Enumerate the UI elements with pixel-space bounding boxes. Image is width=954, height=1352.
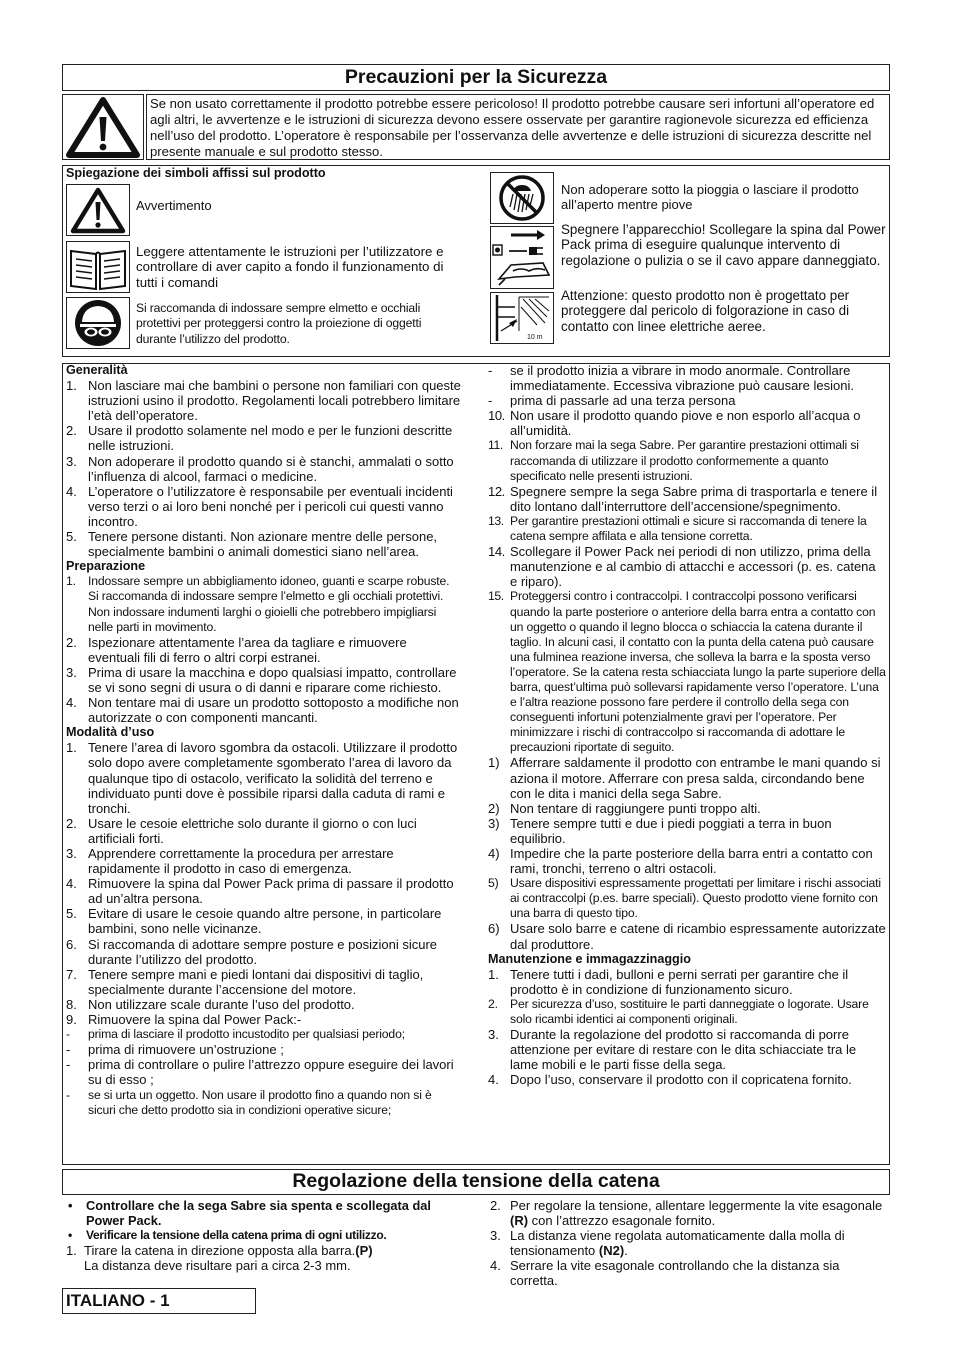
list-item-number: 3.	[488, 1027, 499, 1043]
list-item-text: Impedire che la parte posteriore della barra entri a contatto con rami, tronchi, terreno o altri ostacoli.	[510, 846, 873, 877]
symbols-heading: Spiegazione dei simboli affissi sul prodotto	[66, 166, 326, 180]
list-item-text: Tenere sempre tutti e due i piedi poggiati a terra in buon equilibrio.	[510, 815, 832, 846]
symbol-helmet-goggles	[66, 297, 130, 349]
list-item-text: Usare dispositivi espressamente progettati per limitare i rischi associati ai contraccolpi (p.es. barre speciali). Questo prodotto viene fornito con una barra di questo tipo.	[510, 876, 881, 921]
symbol-power-lines	[490, 292, 554, 344]
section-heading: Modalità d’uso	[66, 725, 155, 740]
list-item-text: Tenere l’area di lavoro sgombra da ostacoli. Utilizzare il prodotto solo dopo avere completamente sgomberato l’area di lavoro da qualunque tipo di ostacolo, verificato la solidità del terreno e individuato punti dove è possibile riparsi dalla caduta di rami e tronchi.	[88, 740, 458, 816]
list-item-number: 2.	[66, 423, 77, 439]
unplug-power-pack-icon	[491, 227, 553, 288]
list-item	[66, 695, 462, 725]
list-item-text: Usare solo barre e catene di ricambio espressamente autorizzate dal produttore.	[510, 921, 886, 952]
section-heading: Preparazione	[66, 559, 146, 574]
page-title: Precauzioni per la Sicurezza	[344, 66, 608, 88]
list-item-number: 1)	[488, 755, 500, 771]
list-item-text: se il prodotto inizia a vibrare in modo anormale. Controllare immediatamente. Eccessiva vibrazione può causare lesioni.	[510, 363, 854, 394]
list-item-text: Non forzare mai la sega Sabre. Per garantire prestazioni ottimali si raccomanda di utilizzare il prodotto conformemente a quanto specificato nelle presenti istruzioni.	[510, 438, 859, 483]
list-item	[488, 484, 886, 514]
list-item-text: Rimuovere la spina dal Power Pack prima di passare il prodotto ad un’altra persona.	[88, 876, 454, 907]
tension-bullet-1: • Controllare che la sega Sabre sia spenta e scollegata dal Power Pack.	[68, 1198, 431, 1229]
list-item-text: Per garantire prestazioni ottimali e sicure si raccomanda di tenere la catena sempre affilata e alla tensione corretta.	[510, 513, 867, 544]
page-language-label: ITALIANO - 1	[66, 1291, 170, 1310]
list-item	[488, 393, 886, 408]
list-item	[488, 1027, 886, 1072]
list-item-number: 12.	[488, 483, 505, 499]
list-item-number: 4.	[66, 695, 77, 711]
list-item-number: -	[66, 1057, 71, 1073]
list-item-number: 1.	[488, 966, 499, 982]
page-language-label-box	[62, 1288, 256, 1314]
symbol-warning	[66, 184, 130, 236]
tension-title: Regolazione della tensione della catena	[292, 1170, 660, 1192]
list-item-number: -	[488, 393, 493, 409]
symbol-warning-text: Avvertimento	[136, 198, 212, 213]
list-item-text: Non utilizzare scale durante l’uso del prodotto.	[88, 996, 355, 1012]
list-item-number: 13.	[488, 513, 504, 528]
list-item	[488, 846, 886, 876]
symbol-read-manual-text: Leggere attentamente le istruzioni per l’utilizzatore e controllare di aver capito a fondo il funzionamento di tutti i comandi	[136, 244, 444, 290]
list-item	[66, 906, 462, 936]
list-item	[66, 665, 462, 695]
list-item	[488, 921, 886, 951]
read-manual-book-icon	[67, 242, 129, 292]
list-item-text: Non adoperare il prodotto quando si è stanchi, ammalati o sotto l’influenza di alcool, farmaci o medicine.	[88, 453, 454, 484]
list-item-text: Ispezionare attentamente l’area da tagliare e rimuovere eventuali fili di ferro o altri corpi estranei.	[88, 634, 407, 665]
list-item-text: Prima di usare la macchina e dopo qualsiasi impatto, controllare se vi sono segni di usura o di danni e riparare come richiesto.	[88, 664, 457, 695]
list-item	[66, 1027, 462, 1042]
list-item-number: 2)	[488, 800, 500, 816]
warning-triangle-icon	[67, 185, 129, 235]
symbol-read-manual	[66, 241, 130, 293]
list-item-number: 3.	[66, 453, 77, 469]
rules-column-right	[488, 363, 886, 1088]
list-item	[488, 363, 886, 393]
bullet-icon: •	[68, 1198, 73, 1213]
section-heading: Manutenzione e immagazzinaggio	[488, 951, 691, 966]
tension-title-box	[62, 1169, 890, 1195]
list-item	[488, 755, 886, 800]
warning-text: Se non usato correttamente il prodotto potrebbe essere pericoloso! Il prodotto potrebbe causare seri infortuni all’operatore ed agli altri, le avvertenze e le istruzioni di sicurezza devono essere osservate per garantire ragionevole sicurezza ed efficienza nell’uso del prodotto. L’operatore è responsabile per l’osservanza delle avvertenze e delle istruzioni di sicurezza descritte nel presente manuale e sul prodotto stesso.	[150, 96, 875, 159]
list-item	[66, 997, 462, 1012]
list-item-text: Tenere persone distanti. Non azionare mentre delle persone, specialmente bambini o animali domestici siano nell’area.	[88, 529, 438, 560]
warning-icon-box	[62, 94, 144, 160]
list-item-number: 6.	[66, 936, 77, 952]
list-item	[66, 1057, 462, 1087]
list-item-text: Afferrare saldamente il prodotto con entrambe le mani quando si aziona il motore. Afferrare con presa salda, circondando bene con le dita i manici della sega Sabre.	[510, 755, 881, 801]
list-item	[66, 1088, 462, 1118]
list-item-text: Per sicurezza d’uso, sostituire le parti danneggiate o logorate. Usare solo ricambi identici ai componenti originali.	[510, 996, 869, 1027]
list-item-text: Scollegare il Power Pack nei periodi di non utilizzo, prima della manutenzione e al cambio di attacchi e accessori (p. es. catena e riparo).	[510, 544, 876, 590]
list-item-number: 5.	[66, 906, 77, 922]
list-item	[488, 997, 886, 1027]
warning-text-box	[146, 94, 890, 160]
list-item	[66, 816, 462, 846]
list-item-number: 9.	[66, 1012, 77, 1028]
list-item-text: Non tentare di raggiungere punti troppo alti.	[510, 800, 761, 816]
list-item-number: -	[66, 1087, 70, 1102]
list-item-text: Tenere sempre mani e piedi lontani dai dispositivi di taglio, specialmente durante l’accensione del motore.	[88, 966, 424, 997]
tension-step-4: 4. Serrare la vite esagonale controllando che la distanza sia corretta.	[490, 1258, 840, 1289]
list-item-text: L’operatore o l’utilizzatore è responsabile per eventuali incidenti verso terzi o ai loro beni nonché per i pericoli cui questi vanno incontro.	[88, 483, 453, 529]
list-item-text: Durante la regolazione del prodotto si raccomanda di porre attenzione per evitare di restare con le dita schiacciate tra le lame mobili e le parti fisse della sega.	[510, 1027, 857, 1073]
list-item-text: Non tentare mai di usare un prodotto sottoposto a modifiche non autorizzate o con componenti mancanti.	[88, 695, 459, 726]
list-item-number: 5.	[66, 529, 77, 545]
list-item	[66, 937, 462, 967]
tension-bullet-2: • Verificare la tensione della catena prima di ogni utilizzo.	[68, 1228, 387, 1243]
list-item-number: 4.	[488, 1072, 499, 1088]
list-item-number: -	[66, 1027, 70, 1042]
list-item-text: Non usare il prodotto quando piove e non esporlo all’acqua o all’umidità.	[510, 408, 861, 439]
list-item	[488, 967, 886, 997]
power-lines-distance-label: 10 m	[527, 334, 543, 341]
symbol-unplug-text: Spegnere l’apparecchio! Scollegare la spina dal Power Pack prima di eseguire qualunque intervento di regolazione o pulizia o se il cavo appare danneggiato.	[561, 222, 886, 268]
warning-triangle-icon	[63, 95, 143, 159]
list-item	[488, 544, 886, 589]
helmet-goggles-icon	[67, 298, 129, 348]
list-item-text: Dopo l’uso, conservare il prodotto con il copricatena fornito.	[510, 1072, 852, 1088]
list-item	[66, 423, 462, 453]
list-item	[488, 514, 886, 544]
list-item-text: Usare il prodotto solamente nel modo e per le funzioni descritte nelle istruzioni.	[88, 423, 453, 454]
list-item-number: 11.	[488, 438, 503, 453]
list-item-number: 4.	[66, 876, 77, 892]
list-item	[66, 574, 462, 634]
list-item-number: 10.	[488, 408, 505, 424]
list-item-text: Evitare di usare le cesoie quando altre persone, in particolare bambini, sono nelle vicinanze.	[88, 906, 442, 937]
list-item	[66, 1012, 462, 1027]
list-item-text: Si raccomanda di adottare sempre posture e posizioni sicure durante l’utilizzo del prodotto.	[88, 936, 438, 967]
symbol-helmet-text: Si raccomanda di indossare sempre elmetto e occhiali protettivi per proteggersi contro la proiezione di oggetti durante l’utilizzo del prodotto.	[136, 301, 422, 346]
list-item	[488, 589, 886, 755]
list-item-text: Apprendere correttamente la procedura per arrestare rapidamente il prodotto in caso di emergenza.	[88, 846, 394, 877]
list-item-number: 4)	[488, 846, 500, 861]
list-item-number: 14.	[488, 544, 505, 560]
list-item	[488, 438, 886, 483]
list-item-text: prima di lasciare il prodotto incustodito per qualsiasi periodo;	[88, 1027, 405, 1042]
list-item-text: se si urta un oggetto. Non usare il prodotto fino a quando non si è sicuri che detto prodotto sia in condizioni operative sicure;	[88, 1087, 432, 1117]
list-item-number: 2.	[488, 996, 498, 1011]
list-item-number: 2.	[66, 815, 77, 831]
tension-column-right	[490, 1198, 886, 1289]
list-item-text: Non lasciare mai che bambini o persone non familiari con queste istruzioni usino il prodotto. Regolamenti locali potrebbero limitare l’età dell’operatore.	[88, 378, 461, 424]
list-item	[66, 378, 462, 423]
list-item-number: 3.	[66, 664, 77, 680]
list-item	[488, 801, 886, 816]
symbol-no-rain-text: Non adoperare sotto la pioggia o lasciare il prodotto all’aperto mentre piove	[561, 182, 859, 213]
tension-step-1: 1. Tirare la catena in direzione opposta alla barra.(P) La distanza deve risultare pari a circa 2-3 mm.	[66, 1243, 373, 1274]
list-item	[66, 484, 462, 529]
list-item-number: 15.	[488, 589, 504, 604]
power-lines-10m-icon	[491, 293, 553, 343]
list-item	[66, 740, 462, 815]
list-item	[66, 876, 462, 906]
page-title-box	[62, 64, 890, 91]
list-item-number: 3.	[66, 846, 77, 861]
list-item-text: Rimuovere la spina dal Power Pack:-	[88, 1012, 302, 1028]
list-item-number: 5)	[488, 876, 499, 891]
rules-column-left	[66, 363, 462, 1118]
list-item-text: prima di rimuovere un’ostruzione ;	[88, 1042, 284, 1058]
tension-step-2: 2. Per regolare la tensione, allentare leggermente la vite esagonale (R) con l’attrezzo esagonale fornito.	[490, 1198, 883, 1229]
list-item-number: 7.	[66, 966, 77, 982]
list-item-number: 8.	[66, 996, 77, 1012]
list-item-number: 3)	[488, 815, 500, 831]
no-rain-icon	[491, 173, 553, 223]
tension-step-3: 3. La distanza viene regolata automaticamente dalla molla di tensionamento (N2).	[490, 1228, 845, 1259]
list-item	[66, 1042, 462, 1057]
list-item-text: prima di controllare o pulire l’attrezzo oppure eseguire dei lavori su di esso ;	[88, 1057, 454, 1088]
list-item-text: Spegnere sempre la sega Sabre prima di trasportarla e tenere il dito lontano dall’interruttore dell’accensione/spegnimento.	[510, 483, 878, 514]
list-item	[488, 408, 886, 438]
list-item-number: 4.	[66, 483, 77, 499]
list-item-number: -	[488, 363, 493, 378]
list-item-number: -	[66, 1042, 71, 1058]
tension-column-left	[66, 1198, 466, 1273]
list-item	[66, 635, 462, 665]
list-item	[488, 816, 886, 846]
list-item	[66, 846, 462, 876]
list-item	[488, 876, 886, 921]
list-item-text: Usare le cesoie elettriche solo durante il giorno o con luci artificiali forti.	[88, 815, 417, 846]
list-item-text: Tenere tutti i dadi, bulloni e perni serrati per garantire che il prodotto è in condizione di funzionamento sicuro.	[510, 966, 849, 997]
list-item-text: prima di passarle ad una terza persona	[510, 393, 736, 409]
list-item-number: 1.	[66, 574, 76, 589]
symbol-no-rain	[490, 172, 554, 224]
list-item-text: Indossare sempre un abbigliamento idoneo, guanti e scarpe robuste. Si raccomanda di indossare sempre l’elmetto e gli occhiali protettivi. Non indossare indumenti larghi o gioielli che potrebbero impigliarsi nelle parti in movimento.	[88, 574, 450, 634]
list-item	[66, 967, 462, 997]
list-item	[66, 454, 462, 484]
symbol-unplug	[490, 226, 554, 289]
list-item-number: 2.	[66, 634, 77, 650]
list-item-number: 1.	[66, 740, 77, 756]
list-item	[488, 1072, 886, 1087]
list-item-text: Proteggersi contro i contraccolpi. I contraccolpi possono verificarsi quando la parte posteriore o anteriore della barra entra a contatto con un oggetto o quando il legno blocca o schiaccia la catena durante il taglio. In alcuni casi, il contatto con la punta della catena può causare una fulminea reazione inversa, che solleva la barra e la sposta verso l’operatore. Se la catena resta schiacciata lungo la parte superiore della barra, quest’ultima può sollevarsi rapidamente verso l’operatore. L’una e l’altra reazione possono fare perdere il controllo della sega con conseguenti infortuni potenzialmente gravi per l’operatore. Per minimizzare i rischi di contraccolpo si raccomanda di adottare le precauzioni riportate di seguito.	[510, 589, 886, 755]
section-heading: Generalità	[66, 363, 128, 377]
list-item	[66, 529, 462, 559]
list-item-number: 6)	[488, 921, 500, 937]
symbol-power-lines-text: Attenzione: questo prodotto non è progettato per proteggere dal pericolo di folgorazione in caso di contatto con linee elettriche aeree.	[561, 288, 850, 334]
list-item-number: 1.	[66, 378, 77, 394]
bullet-icon: •	[68, 1228, 72, 1243]
